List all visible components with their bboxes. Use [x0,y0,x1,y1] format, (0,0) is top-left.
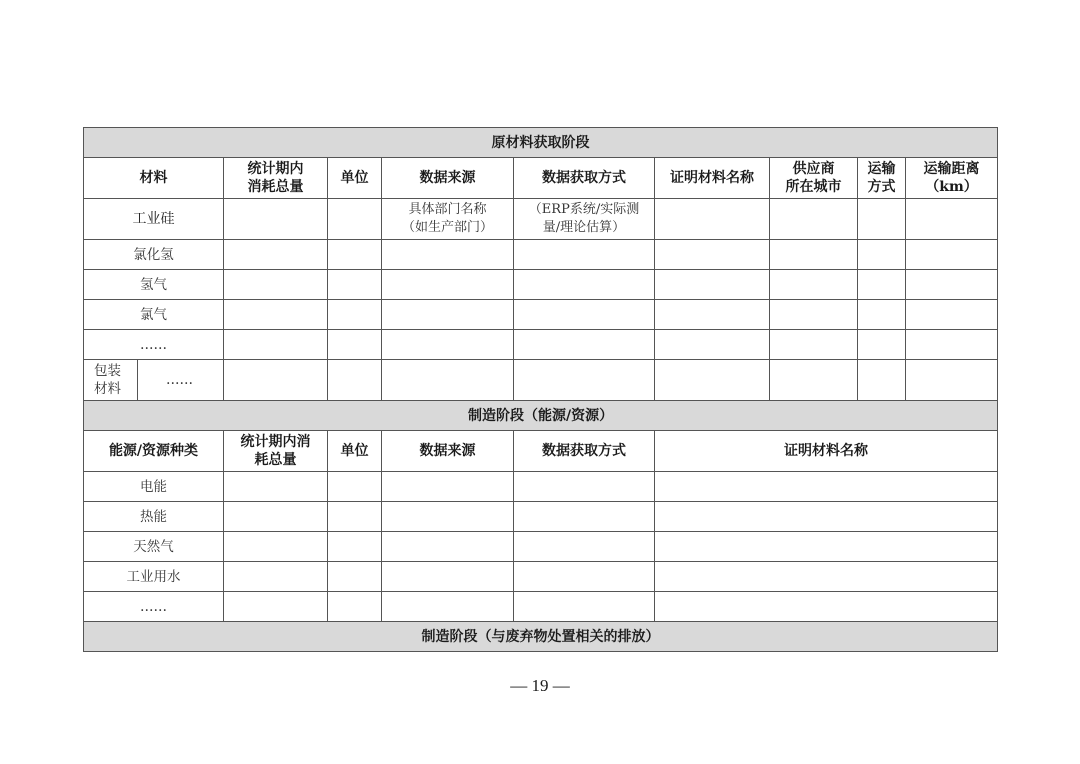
section-header-raw-material [84,128,998,158]
input-cell[interactable] [328,330,382,360]
input-cell[interactable] [858,360,906,401]
input-cell[interactable] [224,360,328,401]
column-header-transport-mode: 运输 方式 [858,158,906,199]
input-cell[interactable] [328,300,382,330]
input-cell[interactable] [514,330,655,360]
input-cell[interactable] [514,562,655,592]
column-header-unit: 单位 [328,431,382,472]
input-cell[interactable] [655,360,770,401]
input-cell[interactable] [906,330,998,360]
input-cell[interactable] [770,300,858,330]
input-cell[interactable] [770,240,858,270]
section-title: 原材料获取阶段 [84,128,998,158]
input-cell[interactable] [514,532,655,562]
input-cell[interactable] [328,240,382,270]
input-cell[interactable] [382,270,514,300]
table-row [84,270,998,300]
input-cell[interactable] [382,562,514,592]
input-cell[interactable] [224,330,328,360]
input-cell[interactable] [514,502,655,532]
input-cell[interactable] [858,270,906,300]
data-source-hint: 具体部门名称 （如生产部门） [382,199,514,240]
input-cell[interactable] [382,240,514,270]
table-row [84,360,998,401]
energy-type: 天然气 [84,532,224,562]
table-row [84,240,998,270]
data-collection-table [83,127,998,652]
column-header-data-source: 数据来源 [382,158,514,199]
input-cell[interactable] [655,532,998,562]
input-cell[interactable] [328,532,382,562]
table-header-row [84,158,998,199]
column-header-material: 材料 [84,158,224,199]
input-cell[interactable] [858,300,906,330]
input-cell[interactable] [328,592,382,622]
input-cell[interactable] [655,562,998,592]
column-header-acquisition-method: 数据获取方式 [514,158,655,199]
table-row [84,592,998,622]
input-cell[interactable] [655,240,770,270]
table-row [84,502,998,532]
input-cell[interactable] [906,240,998,270]
input-cell[interactable] [382,592,514,622]
page-number: — 19 — [510,676,570,695]
material-name: 氢气 [84,270,224,300]
input-cell[interactable] [328,270,382,300]
material-name: 氯气 [84,300,224,330]
table-row [84,330,998,360]
section-header-energy [84,401,998,431]
input-cell[interactable] [906,199,998,240]
input-cell[interactable] [655,330,770,360]
section-header-waste [84,622,998,652]
input-cell[interactable] [224,199,328,240]
input-cell[interactable] [770,360,858,401]
column-header-energy-type: 能源/资源种类 [84,431,224,472]
input-cell[interactable] [514,240,655,270]
table-row [84,562,998,592]
input-cell[interactable] [382,360,514,401]
input-cell[interactable] [328,360,382,401]
input-cell[interactable] [770,270,858,300]
input-cell[interactable] [224,502,328,532]
energy-type: …… [84,592,224,622]
table-row [84,472,998,502]
input-cell[interactable] [906,300,998,330]
input-cell[interactable] [328,472,382,502]
packaging-item: …… [138,360,224,401]
input-cell[interactable] [514,300,655,330]
input-cell[interactable] [382,502,514,532]
input-cell[interactable] [328,502,382,532]
input-cell[interactable] [655,270,770,300]
input-cell[interactable] [655,472,998,502]
material-name: 氯化氢 [84,240,224,270]
energy-type: 工业用水 [84,562,224,592]
column-header-total-consumption: 统计期内消 耗总量 [224,431,328,472]
column-header-proof-document: 证明材料名称 [655,158,770,199]
input-cell[interactable] [224,300,328,330]
input-cell[interactable] [655,300,770,330]
packaging-label: 包装 材料 [84,360,138,401]
input-cell[interactable] [655,592,998,622]
input-cell[interactable] [382,330,514,360]
input-cell[interactable] [224,472,328,502]
material-name: …… [84,330,224,360]
input-cell[interactable] [382,472,514,502]
column-header-unit: 单位 [328,158,382,199]
energy-type: 热能 [84,502,224,532]
input-cell[interactable] [906,360,998,401]
input-cell[interactable] [770,330,858,360]
input-cell[interactable] [224,240,328,270]
column-header-total-consumption: 统计期内 消耗总量 [224,158,328,199]
input-cell[interactable] [328,562,382,592]
table-row [84,300,998,330]
input-cell[interactable] [770,199,858,240]
input-cell[interactable] [514,360,655,401]
input-cell[interactable] [514,592,655,622]
acquisition-method-hint: （ERP系统/实际测 量/理论估算） [514,199,655,240]
input-cell[interactable] [514,270,655,300]
input-cell[interactable] [328,199,382,240]
input-cell[interactable] [382,300,514,330]
input-cell[interactable] [224,562,328,592]
column-header-supplier-city: 供应商 所在城市 [770,158,858,199]
input-cell[interactable] [655,199,770,240]
column-header-proof-document: 证明材料名称 [655,431,998,472]
column-header-data-source: 数据来源 [382,431,514,472]
input-cell[interactable] [858,240,906,270]
energy-type: 电能 [84,472,224,502]
column-header-acquisition-method: 数据获取方式 [514,431,655,472]
input-cell[interactable] [224,592,328,622]
table-row [84,199,998,240]
section-title: 制造阶段（能源/资源） [84,401,998,431]
input-cell[interactable] [858,199,906,240]
input-cell[interactable] [906,270,998,300]
input-cell[interactable] [382,532,514,562]
input-cell[interactable] [655,502,998,532]
column-header-transport-distance: 运输距离 （km） [906,158,998,199]
section-title: 制造阶段（与废弃物处置相关的排放） [84,622,998,652]
table-row [84,532,998,562]
input-cell[interactable] [858,330,906,360]
material-name: 工业硅 [84,199,224,240]
input-cell[interactable] [514,472,655,502]
table-header-row [84,431,998,472]
input-cell[interactable] [224,270,328,300]
input-cell[interactable] [224,532,328,562]
